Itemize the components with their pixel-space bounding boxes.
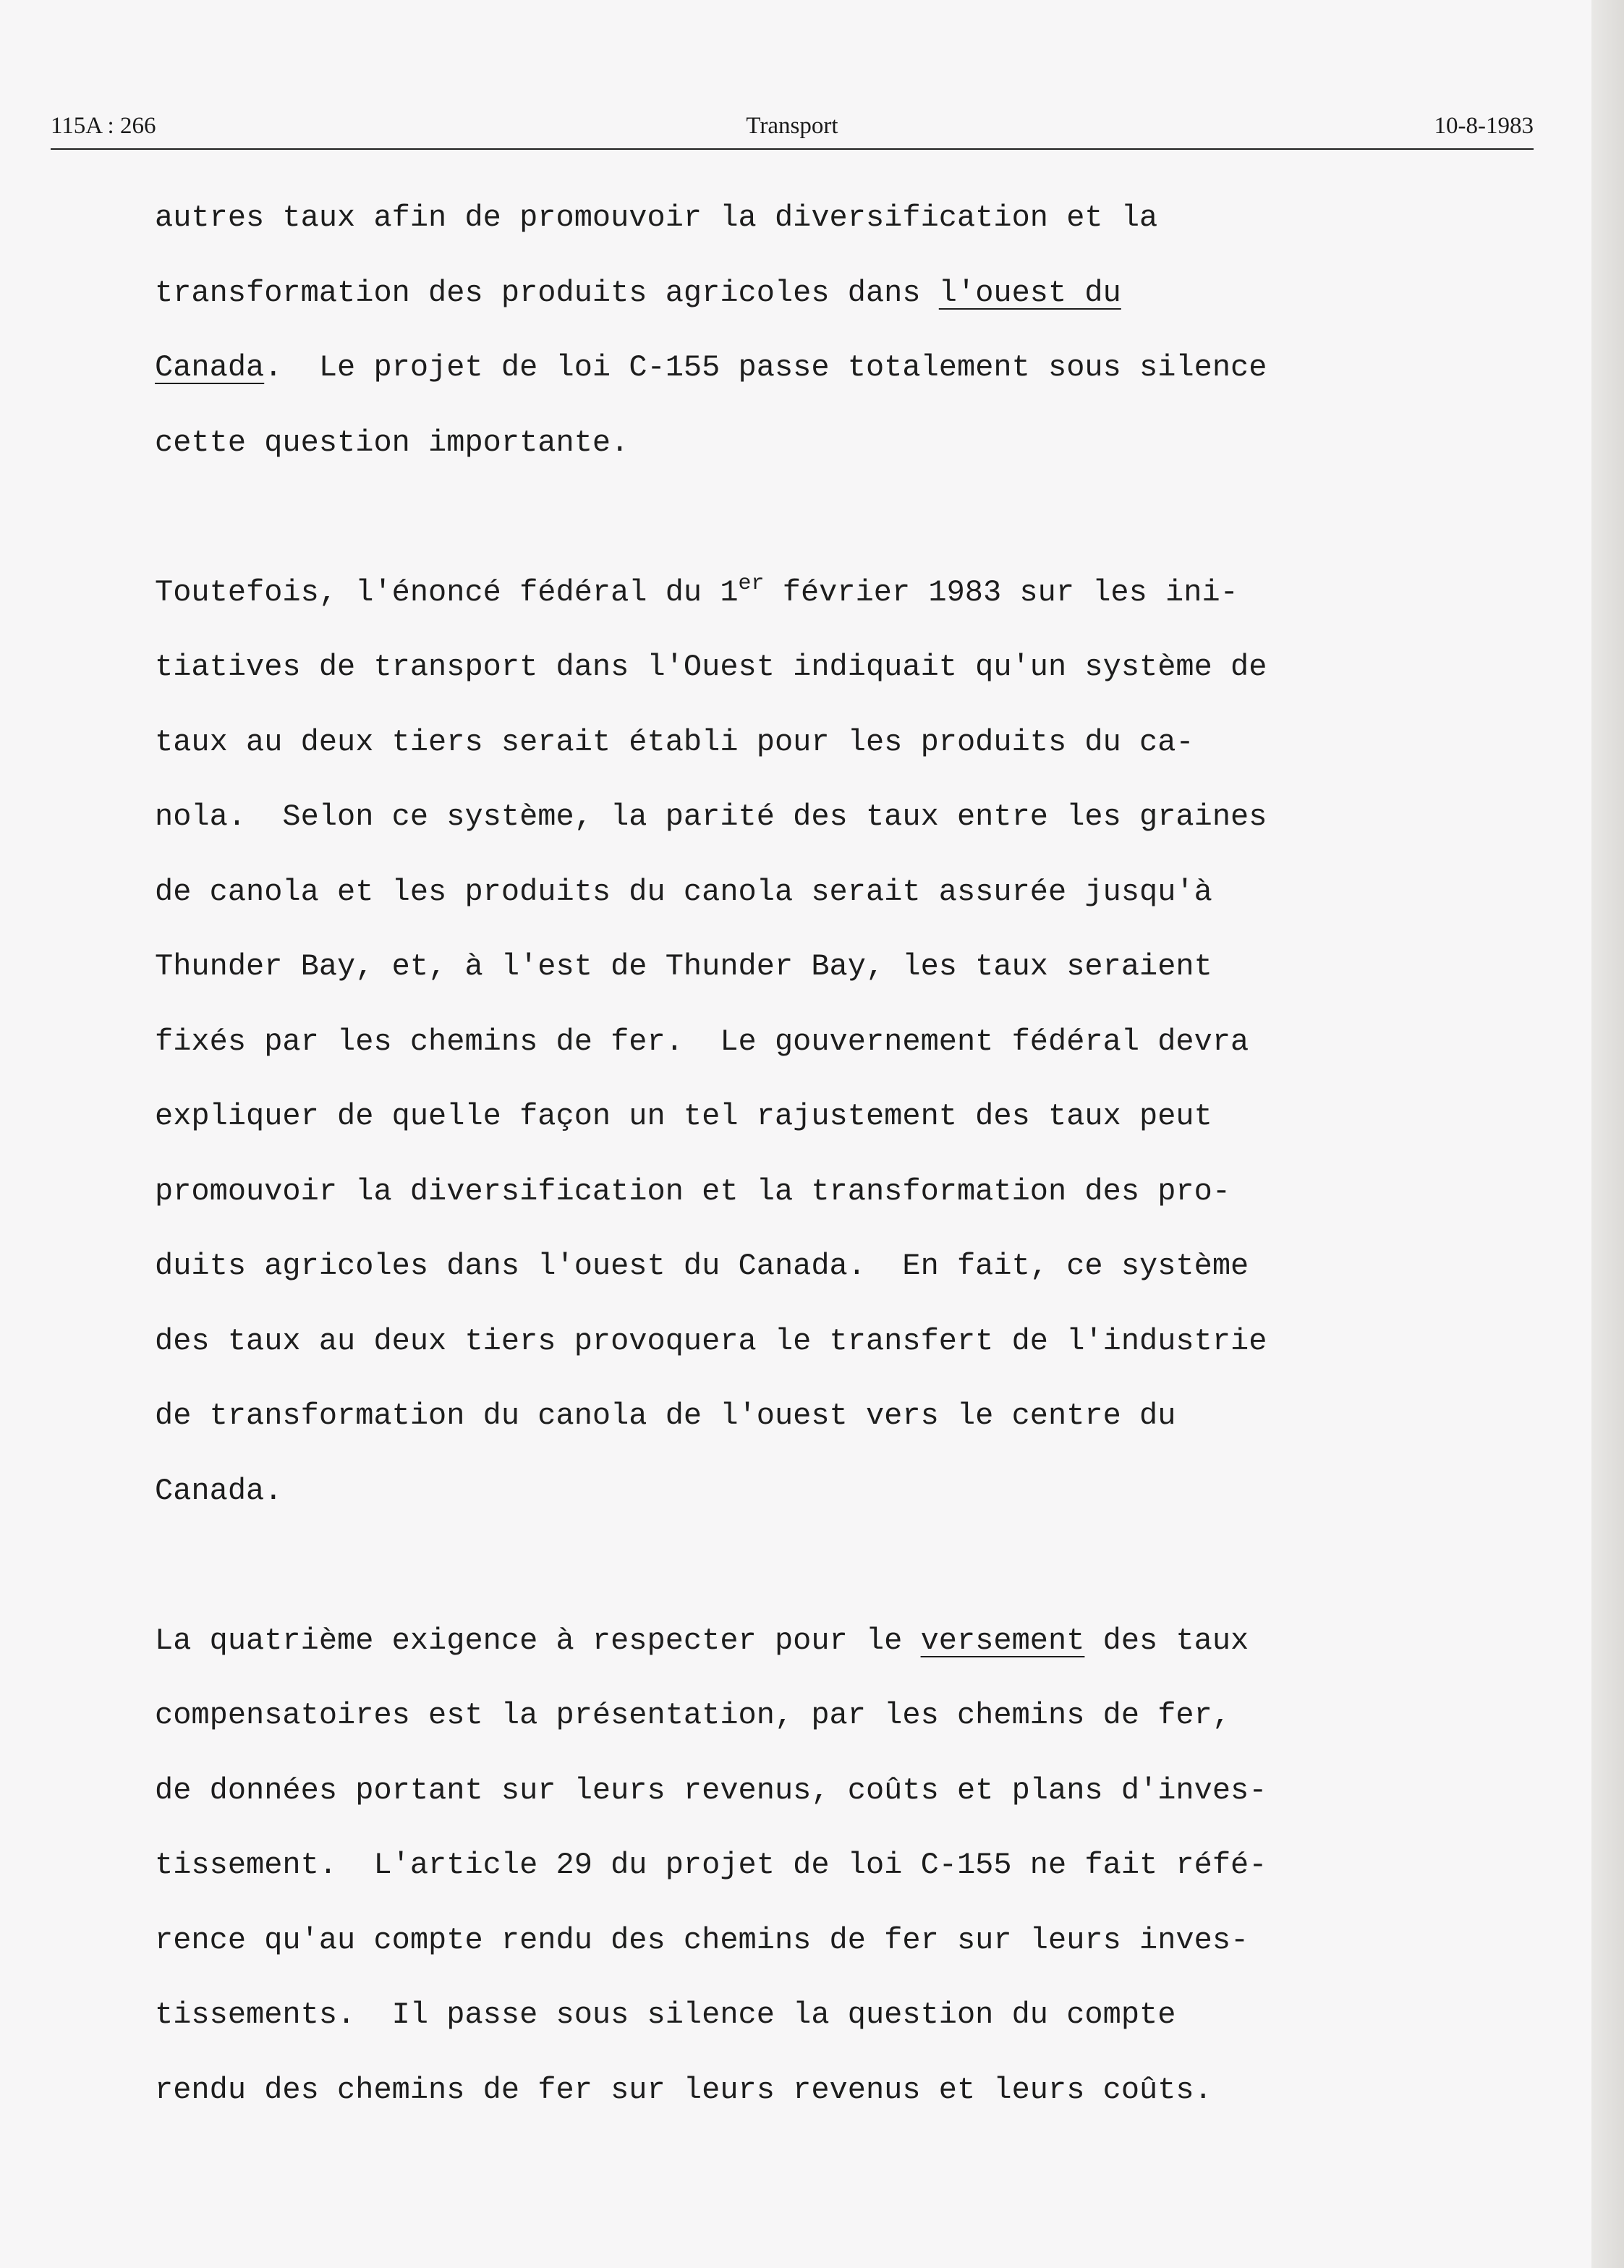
underlined-text: versement (920, 1623, 1085, 1658)
paragraph-2 (155, 556, 1529, 1529)
text-line: cette question importante. (155, 425, 629, 460)
text-line (155, 256, 1529, 331)
text-line (155, 1604, 1529, 1679)
text-run: des taux (1084, 1623, 1249, 1658)
header-date: 10-8-1983 (1434, 113, 1534, 139)
paragraph-spacer (155, 480, 1529, 556)
text-line: tissement. L'article 29 du projet de loi C-155 ne fait réfé- (155, 1848, 1267, 1882)
text-line: autres taux afin de promouvoir la diversification et la (155, 200, 1158, 235)
text-line (155, 331, 1529, 406)
text-line: fixés par les chemins de fer. Le gouvernement fédéral devra (155, 1024, 1249, 1059)
text-line: taux au deux tiers serait établi pour les produits du ca- (155, 724, 1194, 760)
text-line (155, 556, 1529, 631)
text-line: rence qu'au compte rendu des chemins de fer sur leurs inves- (155, 1922, 1249, 1958)
text-line: nola. Selon ce système, la parité des taux entre les graines (155, 799, 1267, 834)
text-line: expliquer de quelle façon un tel rajustement des taux peut (155, 1099, 1212, 1134)
page-header (51, 113, 1534, 145)
text-line: promouvoir la diversification et la transformation des pro- (155, 1173, 1231, 1209)
text-line: Thunder Bay, et, à l'est de Thunder Bay, les taux seraient (155, 949, 1212, 984)
text-run: . Le projet de loi C-155 passe totalement sous silence (264, 350, 1267, 385)
text-line: des taux au deux tiers provoquera le transfert de l'industrie (155, 1323, 1267, 1359)
page-edge (1591, 0, 1624, 2268)
underlined-text: l'ouest du (938, 275, 1121, 310)
text-line: de transformation du canola de l'ouest vers le centre du (155, 1398, 1176, 1433)
text-run: La quatrième exigence à respecter pour le (155, 1623, 921, 1658)
page-reference: 115A : 266 (51, 113, 156, 139)
text-run: transformation des produits agricoles dans (155, 275, 939, 310)
text-line: tiatives de transport dans l'Ouest indiquait qu'un système de (155, 650, 1267, 684)
text-line: compensatoires est la présentation, par les chemins de fer, (155, 1698, 1231, 1733)
header-rule (51, 148, 1534, 150)
text-line: tissements. Il passe sous silence la question du compte (155, 1997, 1176, 2032)
text-run: Toutefois, l'énoncé fédéral du 1 (155, 574, 739, 610)
section-title: Transport (746, 113, 838, 139)
superscript: er (738, 571, 765, 596)
underlined-text: Canada (155, 350, 265, 385)
paragraph-3 (155, 1604, 1529, 2128)
text-run: février 1983 sur les ini- (764, 574, 1238, 610)
document-body (155, 181, 1529, 2128)
text-line: de canola et les produits du canola serait assurée jusqu'à (155, 874, 1212, 909)
text-line: rendu des chemins de fer sur leurs revenus et leurs coûts. (155, 2072, 1212, 2107)
text-line: duits agricoles dans l'ouest du Canada. En fait, ce système (155, 1249, 1249, 1283)
text-line: de données portant sur leurs revenus, coûts et plans d'inves- (155, 1772, 1267, 1808)
paragraph-1 (155, 181, 1529, 480)
text-line: Canada. (155, 1473, 283, 1508)
paragraph-spacer (155, 1529, 1529, 1604)
